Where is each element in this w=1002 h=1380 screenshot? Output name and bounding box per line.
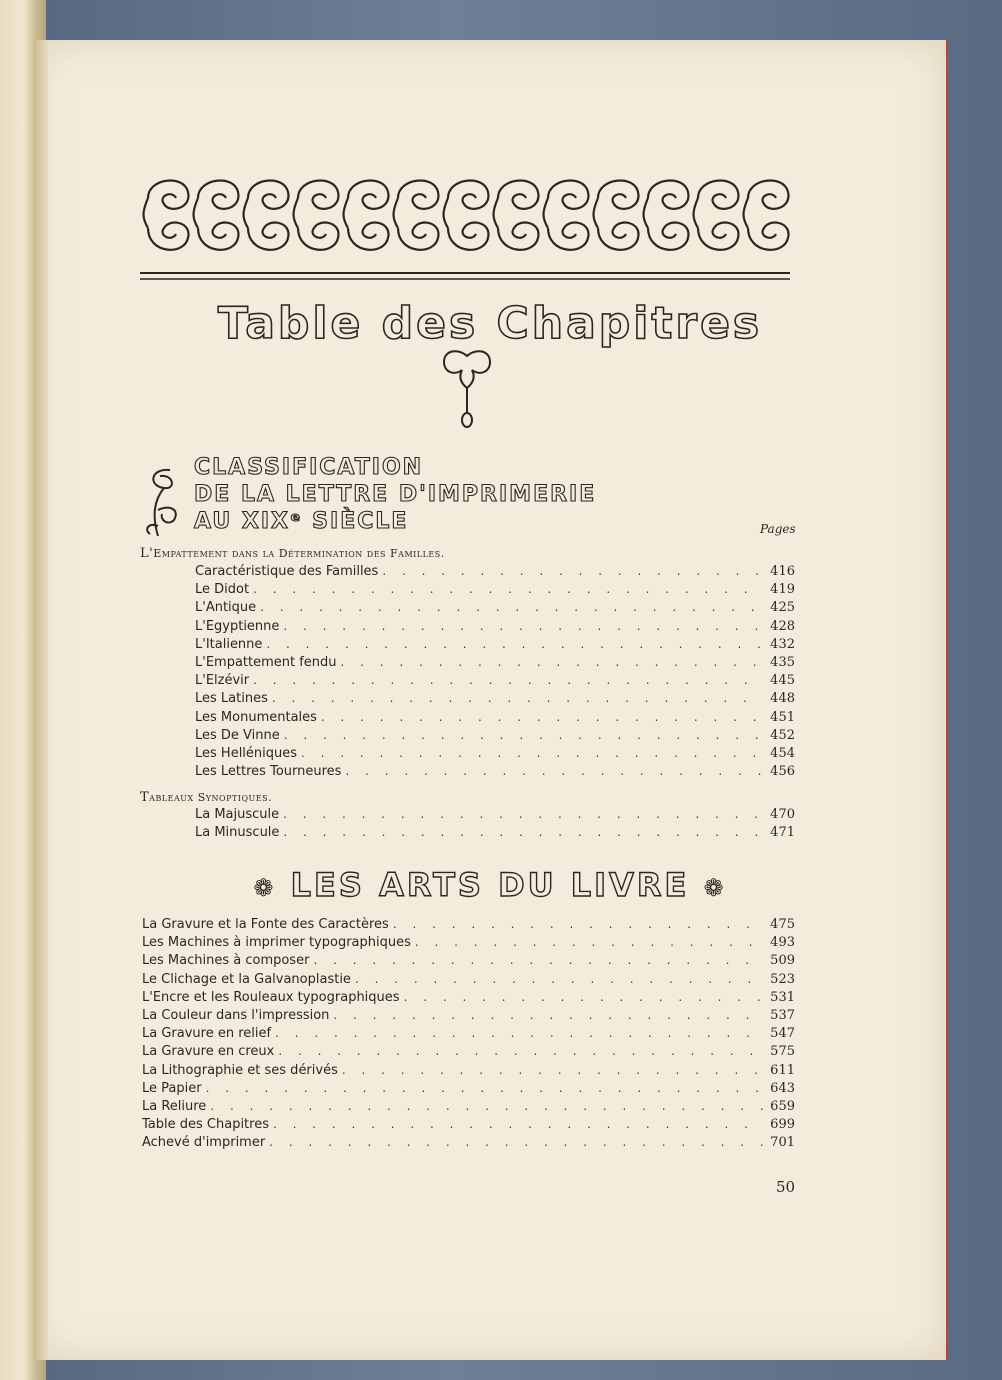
dot-leader xyxy=(278,1044,763,1058)
toc-entry-page: 643 xyxy=(770,1080,795,1096)
dot-leader xyxy=(341,655,763,669)
toc-entry-label: La Reliure xyxy=(142,1098,207,1114)
group2-entry-list xyxy=(195,807,795,843)
toc-entry-page: 425 xyxy=(770,600,795,616)
toc-entry xyxy=(195,564,795,582)
toc-entry xyxy=(142,1081,795,1099)
dot-leader xyxy=(283,807,763,821)
toc-entry-label: La Minuscule xyxy=(195,825,280,841)
ornament-scroll xyxy=(194,181,239,250)
section1-heading-line3: AU XIXᵉ SIÈCLE xyxy=(194,509,409,534)
toc-entry-label: La Couleur dans l'impression xyxy=(142,1007,330,1023)
dot-leader xyxy=(283,825,763,839)
dot-leader xyxy=(273,1117,763,1131)
toc-entry xyxy=(195,746,795,764)
toc-entry xyxy=(195,582,795,600)
group1-entry-list xyxy=(195,564,795,782)
book-page xyxy=(34,40,948,1360)
toc-entry xyxy=(195,691,795,709)
toc-entry-page: 701 xyxy=(770,1135,795,1151)
toc-entry xyxy=(195,655,795,673)
toc-entry-label: L'Elzévir xyxy=(195,673,250,689)
toc-entry-label: Achevé d'imprimer xyxy=(142,1135,266,1151)
dot-leader xyxy=(283,619,763,633)
page-title: Table des Chapitres xyxy=(217,298,763,349)
dot-leader xyxy=(253,582,763,596)
pages-column-label: Pages xyxy=(760,522,796,536)
toc-entry xyxy=(195,619,795,637)
toc-entry-page: 456 xyxy=(770,764,795,780)
toc-entry-label: Le Papier xyxy=(142,1080,202,1096)
toc-entry-page: 419 xyxy=(770,582,795,598)
toc-entry-label: Les Machines à imprimer typographiques xyxy=(142,935,411,951)
toc-entry-label: Caractéristique des Familles xyxy=(195,564,379,579)
toc-entry-label: La Majuscule xyxy=(195,807,280,822)
ornament-scroll xyxy=(394,181,439,250)
page-number: 50 xyxy=(776,1178,796,1196)
toc-entry-label: Le Clichage et la Galvanoplastie xyxy=(142,971,351,987)
toc-entry-label: L'Antique xyxy=(195,600,257,616)
section2-heading xyxy=(34,866,946,904)
toc-entry-label: Table des Chapitres xyxy=(142,1117,269,1133)
toc-entry-label: La Lithographie et ses dérivés xyxy=(142,1062,338,1078)
toc-entry-page: 659 xyxy=(770,1098,795,1114)
toc-entry xyxy=(195,825,795,843)
toc-entry-page: 452 xyxy=(770,727,795,743)
section2-entry-list xyxy=(142,917,795,1153)
toc-entry-page: 523 xyxy=(770,971,795,987)
toc-entry-label: L'Empattement fendu xyxy=(195,654,337,670)
ornament-scroll xyxy=(494,181,539,250)
dot-leader xyxy=(272,691,763,705)
ornament-scroll xyxy=(294,181,339,250)
toc-entry-page: 448 xyxy=(770,691,795,707)
toc-entry xyxy=(195,764,795,782)
toc-entry xyxy=(195,673,795,691)
dot-leader xyxy=(404,990,763,1004)
toc-entry xyxy=(142,1099,795,1117)
ornament-scroll xyxy=(694,181,739,250)
toc-entry-page: 445 xyxy=(770,673,795,689)
toc-entry-page: 611 xyxy=(770,1062,795,1078)
dot-leader xyxy=(313,953,763,967)
toc-entry xyxy=(142,1117,795,1135)
toc-entry-page: 547 xyxy=(770,1026,795,1042)
toc-entry-page: 699 xyxy=(770,1117,795,1133)
toc-entry-page: 451 xyxy=(770,709,795,725)
dot-leader xyxy=(269,1135,763,1149)
toc-entry xyxy=(195,728,795,746)
toc-entry-label: Les Lettres Tourneures xyxy=(195,764,342,780)
toc-entry-label: Les Helléniques xyxy=(195,745,298,761)
ornament-scroll xyxy=(644,181,689,250)
toc-entry xyxy=(195,807,795,825)
toc-entry xyxy=(142,917,795,935)
section1-heading xyxy=(194,454,596,535)
group1-title: L'Empattement dans la Détermination des Familles. xyxy=(140,546,445,561)
ornament-scroll xyxy=(594,181,639,250)
toc-entry-page: 432 xyxy=(770,636,795,652)
ornament-band xyxy=(140,168,790,288)
section2-heading-text: LES ARTS DU LIVRE xyxy=(290,866,690,904)
section1-heading-line1: CLASSIFICATION xyxy=(194,455,424,480)
group2-title: Tableaux Synoptiques. xyxy=(140,790,273,805)
toc-entry xyxy=(195,600,795,618)
toc-entry xyxy=(142,1026,795,1044)
toc-entry-label: L'Italienne xyxy=(195,636,263,652)
ornament-scroll xyxy=(144,181,189,250)
ornament-scroll xyxy=(544,181,589,250)
toc-entry-page: 470 xyxy=(770,807,795,822)
toc-entry-page: 416 xyxy=(770,564,795,579)
dot-leader xyxy=(301,746,763,760)
toc-entry-label: L'Égyptienne xyxy=(195,618,280,634)
dot-leader xyxy=(393,917,763,931)
dot-leader xyxy=(253,673,763,687)
toc-entry-page: 454 xyxy=(770,745,795,761)
toc-entry-label: La Gravure en creux xyxy=(142,1044,275,1060)
ornament-scroll xyxy=(344,181,389,250)
toc-entry xyxy=(195,637,795,655)
toc-entry-page: 531 xyxy=(770,989,795,1005)
dot-leader xyxy=(321,710,763,724)
toc-entry xyxy=(142,1063,795,1081)
rosette-icon: ❁ xyxy=(253,874,277,902)
toc-entry-page: 428 xyxy=(770,618,795,634)
toc-entry-label: Les Machines à composer xyxy=(142,953,310,969)
toc-entry xyxy=(142,1008,795,1026)
dot-leader xyxy=(382,564,763,578)
toc-entry xyxy=(142,935,795,953)
toc-entry-label: Les De Vinne xyxy=(195,727,280,743)
toc-entry-page: 435 xyxy=(770,654,795,670)
ornament-scroll xyxy=(444,181,489,250)
rosette-icon: ❁ xyxy=(703,874,727,902)
dot-leader xyxy=(206,1081,763,1095)
dot-leader xyxy=(342,1063,763,1077)
dot-leader xyxy=(415,935,763,949)
toc-entry xyxy=(142,1135,795,1153)
toc-entry-label: L'Encre et les Rouleaux typographiques xyxy=(142,989,400,1005)
dot-leader xyxy=(275,1026,763,1040)
dot-leader xyxy=(210,1099,763,1113)
fleuron-icon xyxy=(440,346,494,430)
dot-leader xyxy=(266,637,763,651)
toc-entry-page: 475 xyxy=(770,917,795,932)
ornament-scroll xyxy=(244,181,289,250)
toc-entry xyxy=(142,990,795,1008)
toc-entry-label: La Gravure et la Fonte des Caractères xyxy=(142,917,389,932)
page-gutter xyxy=(34,40,48,1360)
toc-entry xyxy=(195,710,795,728)
dot-leader xyxy=(333,1008,763,1022)
toc-entry-page: 575 xyxy=(770,1044,795,1060)
toc-entry xyxy=(142,953,795,971)
dot-leader xyxy=(284,728,763,742)
section1-heading-line2: DE LA LETTRE D'IMPRIMERIE xyxy=(194,482,597,507)
dot-leader xyxy=(345,764,763,778)
ornament-scroll xyxy=(744,181,789,250)
toc-entry xyxy=(142,972,795,990)
toc-entry-label: La Gravure en relief xyxy=(142,1026,272,1042)
toc-entry xyxy=(142,1044,795,1062)
toc-entry-label: Les Latines xyxy=(195,691,268,707)
toc-entry-page: 471 xyxy=(770,825,795,841)
toc-entry-page: 537 xyxy=(770,1007,795,1023)
toc-entry-page: 493 xyxy=(770,935,795,951)
dot-leader xyxy=(260,600,763,614)
toc-entry-page: 509 xyxy=(770,953,795,969)
toc-entry-label: Le Didot xyxy=(195,582,250,598)
dot-leader xyxy=(355,972,763,986)
toc-entry-label: Les Monumentales xyxy=(195,709,317,725)
floral-vine-icon xyxy=(140,460,190,540)
